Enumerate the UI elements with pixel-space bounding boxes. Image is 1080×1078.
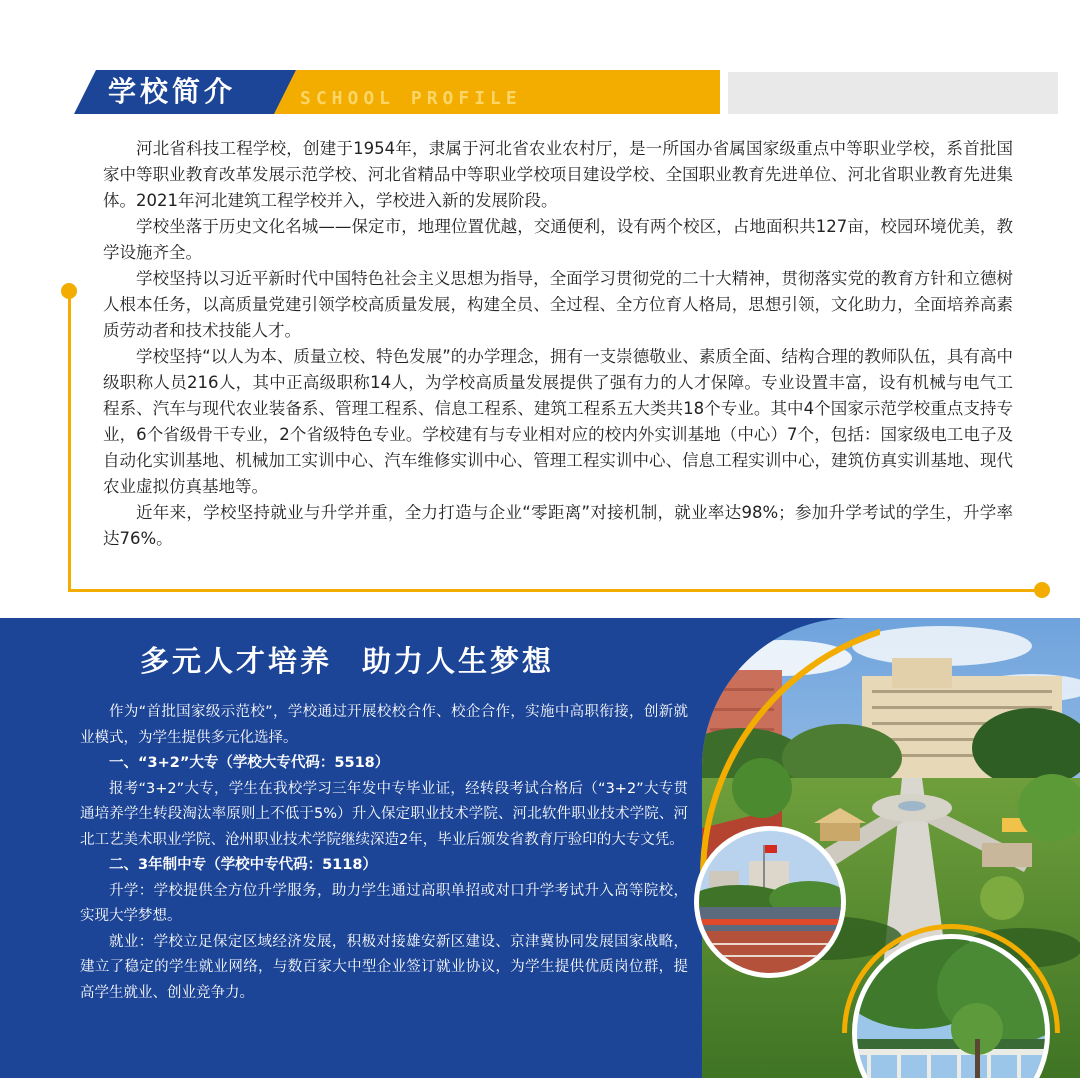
campus-corridor-image bbox=[857, 939, 1045, 1078]
intro-paragraph: 学校坐落于历史文化名城——保定市，地理位置优越，交通便利，设有两个校区，占地面积共127亩，校园环境优美，教学设施齐全。 bbox=[103, 217, 1013, 262]
timeline-vertical-line bbox=[68, 290, 71, 592]
track1-text: 报考“3+2”大专，学生在我校学习三年发中专毕业证，经转段考试合格后（“3+2”大专贯通培养学生转段淘汰率原则上不低于5%）升入保定职业技术学院、河北软件职业技术学院、河北工艺美术职业学院、沧州职业技术学院继续深造2年，毕业后颁发省教育厅验印的大专文凭。 bbox=[80, 780, 688, 848]
section-body bbox=[80, 700, 688, 1006]
section-intro: 作为“首批国家级示范校”，学校通过开展校校合作、校企合作，实施中高职衔接，创新就业模式，为学生提供多元化选择。 bbox=[80, 704, 688, 746]
section-title-part1: 多元人才培养 bbox=[140, 644, 333, 678]
intro-paragraph: 河北省科技工程学校，创建于1954年，隶属于河北省农业农村厅，是一所国办省属国家级重点中等职业学校，系首批国家中等职业教育改革发展示范学校、河北省精品中等职业学校项目建设学校、全国职业教育先进单位、河北省职业教育先进集体。2021年河北建筑工程学校并入，学校进入新的发展阶段。 bbox=[103, 139, 1013, 210]
section-title-part2: 助力人生梦想 bbox=[362, 644, 555, 678]
intro-paragraph: 近年来，学校坚持就业与升学并重，全力打造与企业“零距离”对接机制，就业率达98%；参加升学考试的学生，升学率达76%。 bbox=[103, 503, 1013, 548]
track1-heading: 一、“3+2”大专（学校大专代码：5518） bbox=[109, 755, 390, 771]
intro-text bbox=[103, 136, 1013, 552]
header-gray-bar bbox=[728, 72, 1058, 114]
timeline-dot-icon bbox=[1034, 582, 1050, 598]
header-title: 学校简介 bbox=[108, 75, 237, 108]
timeline-horizontal-line bbox=[68, 589, 1042, 592]
section-title bbox=[140, 636, 554, 686]
track2-text: 就业：学校立足保定区域经济发展，积极对接雄安新区建设、京津冀协同发展国家战略，建立了稳定的学生就业网络，与数百家大中型企业签订就业协议，为学生提供优质岗位群，提高学生就业、创业竞争力。 bbox=[80, 933, 688, 1001]
sports-field-image bbox=[699, 831, 841, 973]
sports-field-photo bbox=[694, 826, 846, 978]
intro-paragraph: 学校坚持以习近平新时代中国特色社会主义思想为指导，全面学习贯彻党的二十大精神，贯彻落实党的教育方针和立德树人根本任务，以高质量党建引领学校高质量发展，构建全员、全过程、全方位育人格局，思想引领，文化助力，全面培养高素质劳动者和技术技能人才。 bbox=[103, 269, 1013, 340]
intro-paragraph: 学校坚持“以人为本、质量立校、特色发展”的办学理念，拥有一支崇德敬业、素质全面、结构合理的教师队伍，具有高中级职称人员216人，其中正高级职称14人，为学校高质量发展提供了强有力的人才保障。专业设置丰富，设有机械与电气工程系、汽车与现代农业装备系、管理工程系、信息工程系、建筑工程系五大类共18个专业。其中4个国家示范学校重点支持专业，6个省级骨干专业，2个省级特色专业。学校建有与专业相对应的校内外实训基地（中心）7个，包括：国家级电工电子及自动化实训基地、机械加工实训中心、汽车维修实训中心、管理工程实训中心、信息工程实训中心，建筑仿真实训基地、现代农业虚拟仿真基地等。 bbox=[103, 347, 1013, 496]
timeline-dot-icon bbox=[61, 283, 77, 299]
track2-text: 升学：学校提供全方位升学服务，助力学生通过高职单招或对口升学考试升入高等院校，实现大学梦想。 bbox=[80, 882, 688, 924]
track2-heading: 二、3年制中专（学校中专代码：5118） bbox=[109, 857, 377, 873]
header-subtitle: SCHOOL PROFILE bbox=[300, 88, 522, 109]
